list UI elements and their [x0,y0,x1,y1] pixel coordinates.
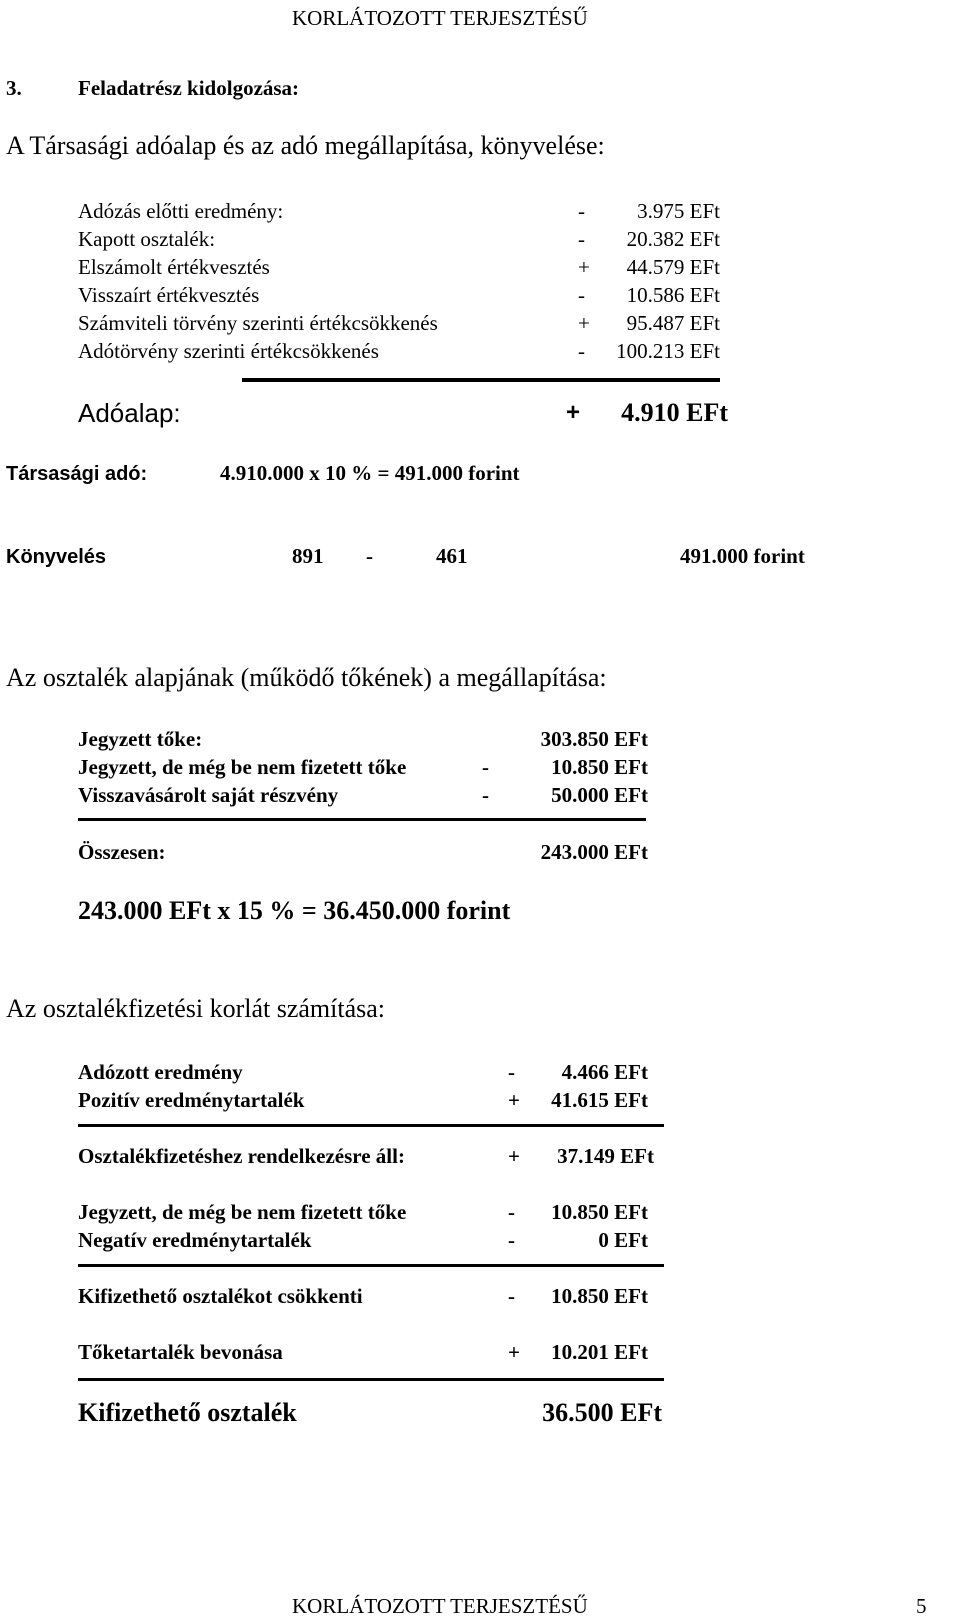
row-label: Visszaírt értékvesztés [78,283,260,307]
booking-label: Könyvelés [6,546,107,568]
page-number: 5 [916,1594,927,1618]
payable-dividend-label: Kifizethető osztalék [78,1398,297,1427]
row-value: 37.149 EFt [557,1144,654,1168]
row-sign: - [482,755,489,779]
row-sign: - [508,1228,515,1252]
row-value: 10.850 EFt [551,1284,648,1308]
booking-dash: - [366,544,373,568]
row-sign: + [508,1144,520,1168]
tax-base-sign: + [566,399,581,426]
footer-classification: KORLÁTOZOTT TERJESZTÉSŰ [292,1594,588,1618]
row-sign: - [578,199,585,223]
booking-amount: 491.000 forint [680,544,805,568]
part3-heading: Az osztalékfizetési korlát számítása: [6,994,386,1023]
header-classification: KORLÁTOZOTT TERJESZTÉSŰ [292,6,588,30]
row-value: 95.487 EFt [626,311,720,335]
row-label: Adótörvény szerinti értékcsökkenés [78,339,379,363]
row-value: 0 EFt [598,1228,648,1252]
subtotal-rule [78,1264,664,1267]
row-value: 50.000 EFt [551,783,648,807]
booking-credit-account: 461 [436,544,468,568]
corporate-tax-calc: 4.910.000 x 10 % = 491.000 forint [220,461,520,485]
row-label: Adózás előtti eredmény: [78,199,284,223]
row-value: 100.213 EFt [616,339,720,363]
row-value: 3.975 EFt [637,199,720,223]
row-value: 10.850 EFt [551,755,648,779]
row-value: 20.382 EFt [626,227,720,251]
row-label: Elszámolt értékvesztés [78,255,270,279]
row-label: Osztalékfizetéshez rendelkezésre áll: [78,1144,405,1168]
row-label: Visszavásárolt saját részvény [78,783,339,807]
row-value: 303.850 EFt [540,727,648,751]
total-rule [78,1378,664,1381]
total-value: 243.000 EFt [540,840,648,864]
row-label: Jegyzett, de még be nem fizetett tőke [78,1200,407,1224]
row-label: Jegyzett, de még be nem fizetett tőke [78,755,407,779]
subtotal-rule [78,1124,664,1127]
row-label: Számviteli törvény szerinti értékcsökkenés [78,311,438,335]
row-sign: - [578,283,585,307]
corporate-tax-label: Társasági adó: [6,463,148,485]
row-sign: - [508,1284,515,1308]
row-value: 44.579 EFt [626,255,720,279]
row-label: Kapott osztalék: [78,227,216,251]
section-title: Feladatrész kidolgozása: [78,76,300,100]
section-number: 3. [6,76,22,100]
row-sign: + [508,1088,520,1112]
row-label: Pozitív eredménytartalék [78,1088,305,1112]
row-value: 10.850 EFt [551,1200,648,1224]
total-rule [242,378,720,382]
row-value: 41.615 EFt [551,1088,648,1112]
row-label: Tőketartalék bevonása [78,1340,283,1364]
row-sign: - [508,1200,515,1224]
row-sign: - [508,1060,515,1084]
row-sign: - [578,339,585,363]
row-sign: - [578,227,585,251]
part1-heading: A Társasági adóalap és az adó megállapítása, könyvelése: [6,131,605,160]
row-value: 10.201 EFt [551,1340,648,1364]
payable-dividend-value: 36.500 EFt [542,1398,662,1427]
total-label: Összesen: [78,840,166,864]
row-value: 4.466 EFt [561,1060,648,1084]
dividend-base-calc: 243.000 EFt x 15 % = 36.450.000 forint [78,896,511,925]
row-label: Jegyzett tőke: [78,727,203,751]
row-sign: + [508,1340,520,1364]
row-label: Negatív eredménytartalék [78,1228,312,1252]
row-sign: + [578,255,590,279]
row-label: Adózott eredmény [78,1060,243,1084]
tax-base-label: Adóalap: [78,398,181,428]
row-sign: + [578,311,590,335]
row-sign: - [482,783,489,807]
part2-heading: Az osztalék alapjának (működő tőkének) a megállapítása: [6,663,607,692]
tax-base-value: 4.910 EFt [621,398,728,427]
row-label: Kifizethető osztalékot csökkenti [78,1284,363,1308]
row-value: 10.586 EFt [626,283,720,307]
booking-debit-account: 891 [292,544,324,568]
total-rule [78,818,646,821]
